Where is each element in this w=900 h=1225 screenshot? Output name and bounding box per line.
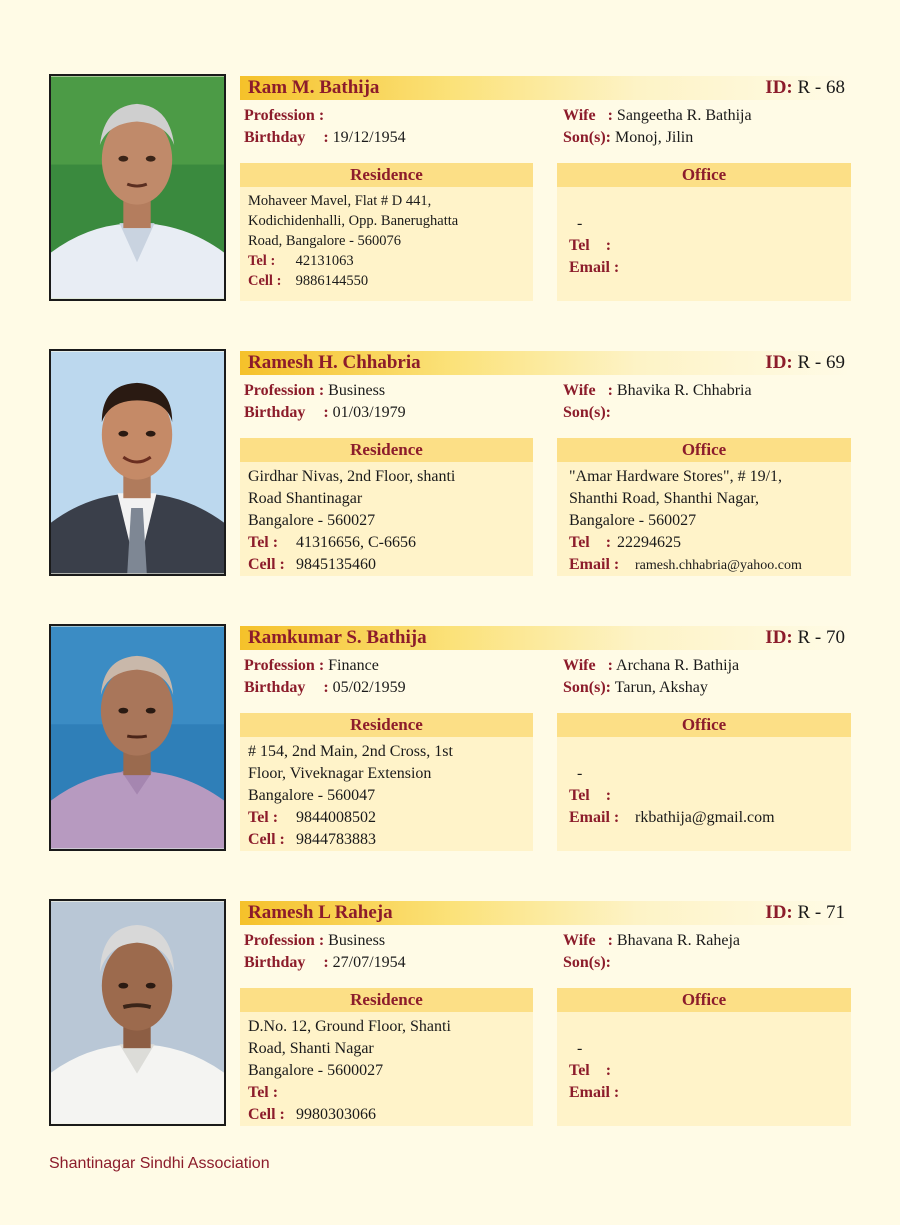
member-name: Ramesh H. Chhabria [248, 352, 421, 373]
birthday-value: 27/07/1954 [332, 954, 406, 971]
office-box [557, 713, 851, 851]
name-bar [240, 351, 851, 375]
wife-value: Sangeetha R. Bathija [616, 107, 752, 124]
sons-row: Son(s): [563, 954, 612, 971]
address-line: Mohaveer Mavel, Flat # D 441, [248, 193, 432, 209]
member-photo [49, 624, 226, 851]
member-photo [49, 74, 226, 301]
office-header: Office [557, 163, 851, 187]
residence-box [240, 713, 533, 851]
office-box [557, 988, 851, 1126]
address-line: Bangalore - 560047 [248, 787, 376, 804]
residence-tel: Tel : 9844008502 [248, 809, 376, 826]
profession-value: Finance [328, 657, 379, 674]
residence-header: Residence [240, 988, 533, 1012]
residence-cell: Cell : 9845135460 [248, 556, 376, 573]
birthday-value: 19/12/1954 [332, 129, 406, 146]
office-line: Shanthi Road, Shanthi Nagar, [569, 490, 759, 507]
birthday-row: Birthday : 05/02/1959 [244, 679, 406, 696]
residence-box [240, 988, 533, 1126]
wife-row: Wife : Sangeetha R. Bathija [563, 107, 752, 124]
profession-value: Business [328, 382, 386, 399]
office-line [569, 741, 843, 763]
sons-row: Son(s): Tarun, Akshay [563, 679, 708, 696]
office-header: Office [557, 713, 851, 737]
office-box [557, 438, 851, 576]
address-line: Floor, Viveknagar Extension [248, 765, 432, 782]
footer-association-name: Shantinagar Sindhi Association [49, 1155, 270, 1172]
residence-tel: Tel : 42131063 [248, 253, 354, 269]
member-entry [49, 74, 851, 301]
profession-row: Profession : Business [244, 382, 386, 399]
office-email: Email : [569, 1084, 620, 1101]
name-bar [240, 901, 851, 925]
residence-header: Residence [240, 713, 533, 737]
portrait-image [51, 351, 224, 574]
portrait-image [51, 626, 224, 849]
wife-value: Archana R. Bathija [616, 657, 740, 674]
member-id: ID: R - 69 [765, 352, 845, 373]
address-line: Kodichidenhalli, Opp. Banerughatta [248, 213, 459, 229]
profession-value: Business [328, 932, 386, 949]
residence-header: Residence [240, 438, 533, 462]
address-line: # 154, 2nd Main, 2nd Cross, 1st [248, 743, 453, 760]
member-entry [49, 624, 851, 851]
member-id: ID: R - 71 [765, 902, 845, 923]
address-line: Bangalore - 560027 [248, 512, 376, 529]
profession-row: Profession : Finance [244, 657, 379, 674]
member-entry [49, 349, 851, 576]
office-line: Bangalore - 560027 [569, 512, 697, 529]
address-line: Road, Shanti Nagar [248, 1040, 374, 1057]
office-line: - [577, 765, 583, 782]
residence-box [240, 438, 533, 576]
name-bar [240, 626, 851, 650]
address-line: Girdhar Nivas, 2nd Floor, shanti [248, 468, 456, 485]
office-email: Email : [569, 259, 620, 276]
member-photo [49, 899, 226, 1126]
profession-row: Profession : [244, 107, 325, 124]
residence-tel: Tel : 41316656, C-6656 [248, 534, 416, 551]
sons-value: Monoj, Jilin [615, 129, 694, 146]
birthday-row: Birthday : 27/07/1954 [244, 954, 406, 971]
name-bar [240, 76, 851, 100]
address-line: Road, Bangalore - 560076 [248, 233, 402, 249]
office-tel: Tel : [569, 1062, 612, 1079]
sons-row: Son(s): [563, 404, 612, 421]
office-email: Email : rkbathija@gmail.com [569, 809, 775, 826]
member-name: Ramkumar S. Bathija [248, 627, 427, 648]
office-header: Office [557, 438, 851, 462]
office-tel: Tel : 22294625 [569, 534, 681, 551]
office-tel: Tel : [569, 237, 612, 254]
member-id: ID: R - 68 [765, 77, 845, 98]
office-line [569, 191, 843, 213]
residence-cell: Cell : 9844783883 [248, 831, 376, 848]
residence-cell: Cell : 9980303066 [248, 1106, 376, 1123]
member-name: Ram M. Bathija [248, 77, 380, 98]
wife-value: Bhavika R. Chhabria [616, 382, 752, 399]
profession-row: Profession : Business [244, 932, 386, 949]
residence-cell: Cell : 9886144550 [248, 273, 369, 289]
address-line: Bangalore - 5600027 [248, 1062, 384, 1079]
address-line: Road Shantinagar [248, 490, 363, 507]
office-email: Email : ramesh.chhabria@yahoo.com [569, 556, 802, 573]
address-line: D.No. 12, Ground Floor, Shanti [248, 1018, 451, 1035]
wife-row: Wife : Archana R. Bathija [563, 657, 740, 674]
wife-row: Wife : Bhavana R. Raheja [563, 932, 740, 949]
office-line: - [577, 1040, 583, 1057]
office-line [569, 1016, 843, 1038]
member-entry [49, 899, 851, 1126]
sons-row: Son(s): Monoj, Jilin [563, 129, 694, 146]
residence-box [240, 163, 533, 301]
birthday-row: Birthday : 01/03/1979 [244, 404, 406, 421]
office-box [557, 163, 851, 301]
residence-tel: Tel : [248, 1084, 279, 1101]
member-id: ID: R - 70 [765, 627, 845, 648]
member-name: Ramesh L Raheja [248, 902, 393, 923]
portrait-image [51, 76, 224, 299]
sons-value: Tarun, Akshay [614, 679, 708, 696]
office-line: "Amar Hardware Stores", # 19/1, [569, 468, 783, 485]
office-tel: Tel : [569, 787, 612, 804]
birthday-value: 05/02/1959 [332, 679, 406, 696]
birthday-row: Birthday : 19/12/1954 [244, 129, 406, 146]
office-header: Office [557, 988, 851, 1012]
residence-header: Residence [240, 163, 533, 187]
member-photo [49, 349, 226, 576]
office-line: - [577, 215, 583, 232]
birthday-value: 01/03/1979 [332, 404, 406, 421]
portrait-image [51, 901, 224, 1124]
wife-row: Wife : Bhavika R. Chhabria [563, 382, 752, 399]
wife-value: Bhavana R. Raheja [616, 932, 740, 949]
